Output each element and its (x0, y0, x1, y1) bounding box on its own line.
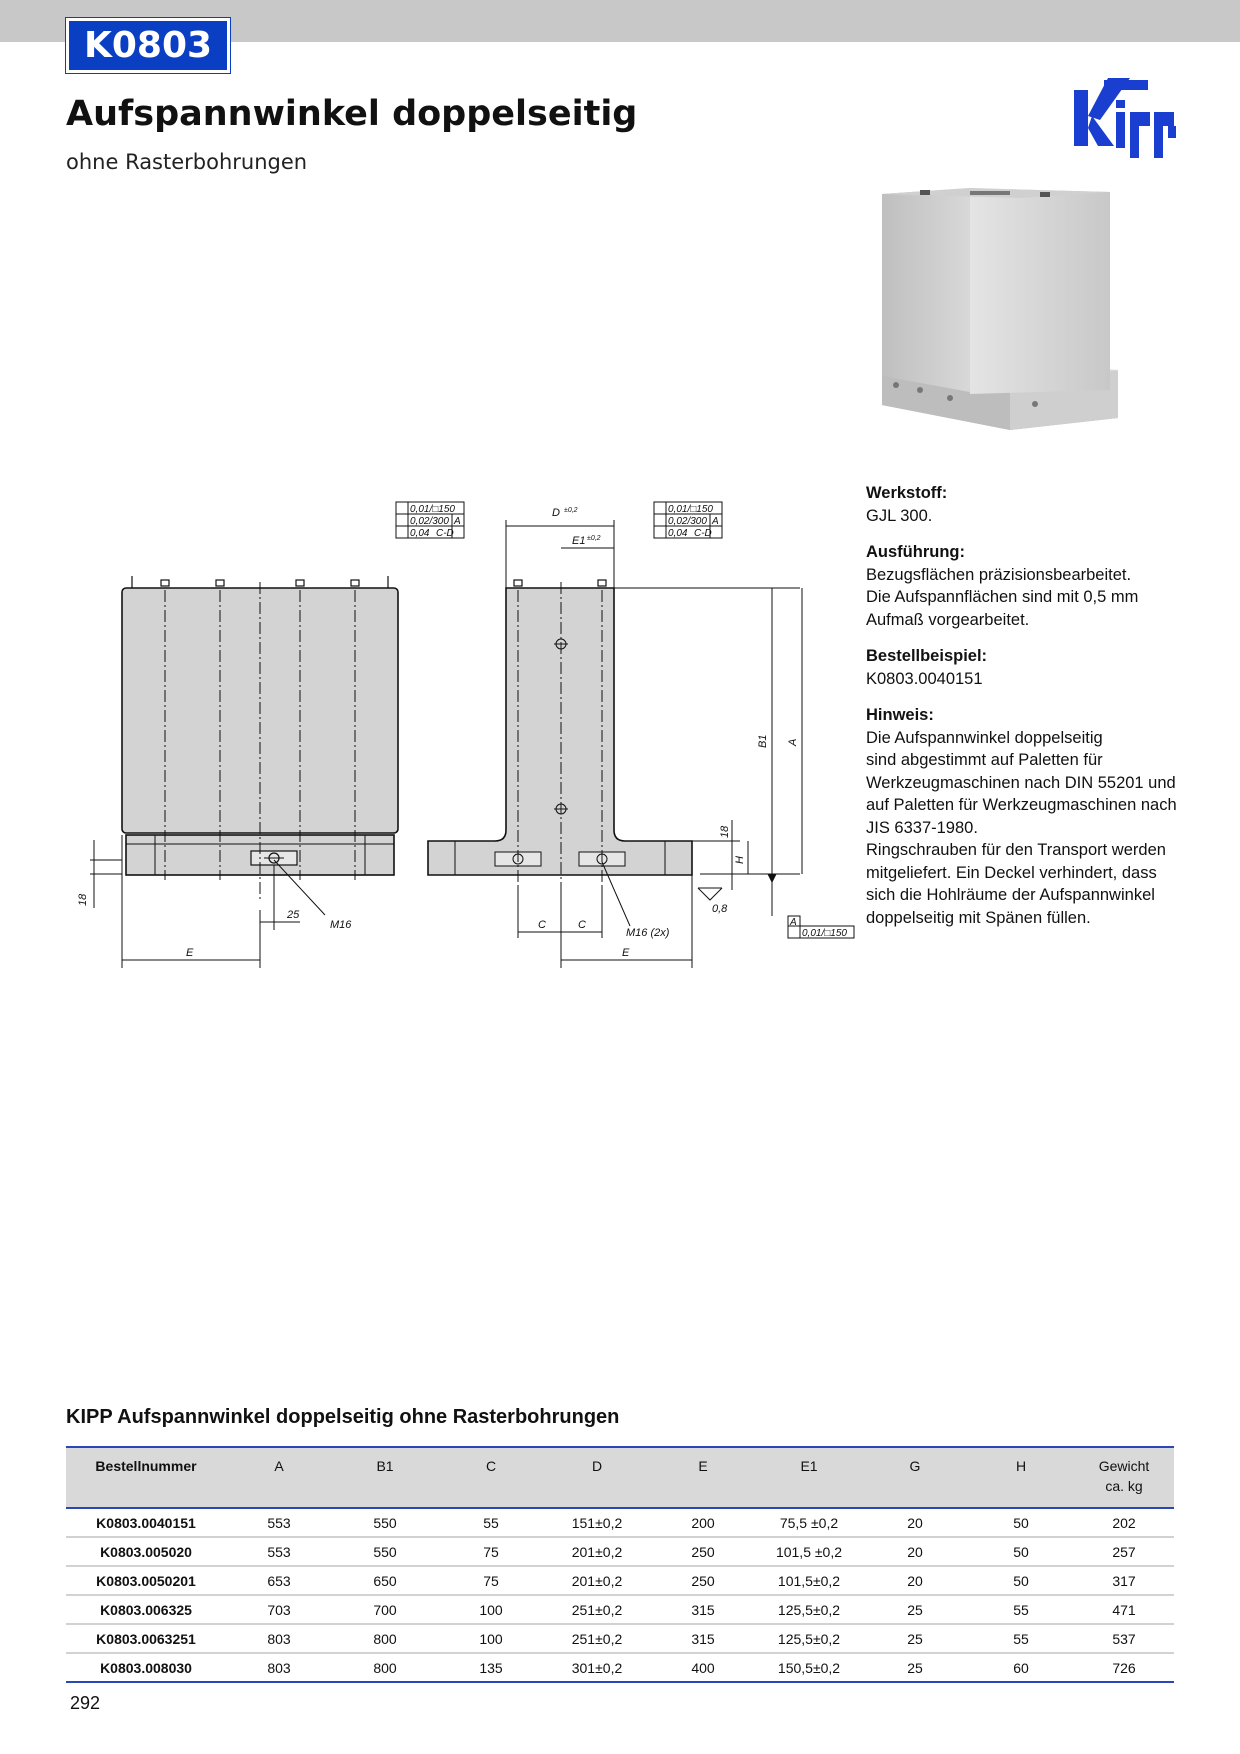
product-table (66, 1446, 1174, 1683)
technical-drawing (60, 490, 860, 980)
table-cell: 125,5±0,2 (777, 1601, 841, 1618)
table-cell: 135 (479, 1659, 503, 1676)
table-cell: 803 (267, 1630, 291, 1647)
col-header: G (909, 1458, 921, 1474)
table-title: KIPP Aufspannwinkel doppelseitig ohne Rasterbohrungen (66, 1406, 620, 1428)
order-number-cell: K0803.0063251 (96, 1630, 196, 1647)
dim-H: H (734, 856, 746, 864)
table-cell: 25 (907, 1630, 923, 1647)
col-header: B1 (376, 1458, 394, 1474)
col-header: E (698, 1458, 708, 1474)
table-cell: 800 (373, 1659, 397, 1676)
table-cell: 101,5±0,2 (777, 1572, 841, 1589)
svg-text:±0,2: ±0,2 (564, 507, 578, 514)
table-cell: 703 (267, 1601, 291, 1618)
table-header (66, 1446, 1174, 1509)
dim-B1: B1 (757, 734, 769, 748)
thread-label-left: M16 (330, 919, 352, 931)
table-cell: 50 (1013, 1543, 1029, 1560)
table-cell: 50 (1013, 1514, 1029, 1531)
table-cell: 201±0,2 (571, 1543, 623, 1560)
table-cell: 251±0,2 (571, 1630, 623, 1647)
svg-text:A: A (712, 516, 719, 527)
finish-heading: Ausführung: (866, 543, 965, 561)
table-cell: 726 (1112, 1659, 1136, 1676)
table-cell: 700 (373, 1601, 397, 1618)
table-row (66, 1538, 1174, 1567)
thread-label-right: M16 (2x) (626, 927, 670, 939)
order-number-cell: K0803.008030 (100, 1659, 192, 1676)
note-line: doppelseitig mit Spänen füllen. (866, 908, 1091, 927)
product-photo (860, 180, 1140, 450)
dim-E1: E1 (572, 535, 586, 547)
order-number-cell: K0803.005020 (100, 1543, 192, 1560)
table-cell: 100 (479, 1601, 503, 1618)
table-cell: 250 (691, 1572, 715, 1589)
material-heading: Werkstoff: (866, 484, 948, 502)
note-line: Die Aufspannwinkel doppelseitig (866, 728, 1103, 747)
col-header-weight (1074, 1448, 1174, 1507)
table-cell: 55 (1013, 1630, 1029, 1647)
table-cell: 650 (373, 1572, 397, 1589)
col-header: H (1015, 1458, 1027, 1474)
page-title: Aufspannwinkel doppelseitig (66, 94, 638, 134)
table-cell: 20 (907, 1514, 923, 1531)
table-cell: 200 (691, 1514, 715, 1531)
finish-line: Bezugsflächen präzisionsbearbeitet. (866, 565, 1132, 584)
table-cell: 60 (1013, 1659, 1029, 1676)
table-cell: 75 (483, 1543, 499, 1560)
svg-text:0,01/□150: 0,01/□150 (410, 504, 455, 515)
dim-25: 25 (287, 909, 300, 921)
table-cell: 55 (1013, 1601, 1029, 1618)
product-code-badge: K0803 (66, 18, 230, 73)
svg-text:0,01/□150: 0,01/□150 (668, 504, 713, 515)
table-cell: 75 (483, 1572, 499, 1589)
order-number-cell: K0803.0050201 (96, 1572, 196, 1589)
dim-C-2: C (578, 919, 586, 931)
svg-text:18: 18 (77, 893, 89, 906)
note-line: auf Paletten für Werkzeugmaschinen nach (866, 796, 1177, 814)
table-cell: 101,5 ±0,2 (775, 1543, 843, 1560)
dim-18-right: 18 (719, 825, 731, 838)
table-cell: 25 (907, 1659, 923, 1676)
table-cell: 537 (1112, 1630, 1136, 1647)
finish-line: Aufmaß vorgearbeitet. (866, 610, 1030, 629)
table-cell: 550 (373, 1514, 397, 1531)
table-cell: 653 (267, 1572, 291, 1589)
table-cell: 250 (691, 1543, 715, 1560)
col-header: D (591, 1458, 603, 1474)
note-line: Werkzeugmaschinen nach DIN 55201 und (866, 773, 1176, 792)
svg-text:0,04: 0,04 (668, 528, 688, 539)
dim-D: D (552, 507, 560, 519)
table-cell: 202 (1112, 1514, 1136, 1531)
side-view (428, 588, 692, 875)
weight-header-label: Gewicht (1098, 1458, 1150, 1474)
table-cell: 55 (483, 1514, 499, 1531)
weight-header-unit: ca. kg (1105, 1478, 1143, 1494)
table-cell: 315 (691, 1630, 715, 1647)
col-header: A (274, 1458, 284, 1474)
note-line: mitgeliefert. Ein Deckel verhindert, dass (866, 863, 1157, 882)
page-number: 292 (70, 1693, 101, 1713)
table-cell: 20 (907, 1572, 923, 1589)
table-cell: 201±0,2 (571, 1572, 623, 1589)
svg-text:±0,2: ±0,2 (587, 535, 601, 542)
table-cell: 75,5 ±0,2 (779, 1514, 839, 1531)
table-row (66, 1625, 1174, 1654)
table-cell: 550 (373, 1543, 397, 1560)
table-cell: 25 (907, 1601, 923, 1618)
note-line: sich die Hohlräume der Aufspannwinkel (866, 886, 1155, 904)
svg-text:0,02/300: 0,02/300 (668, 516, 707, 527)
info-panel (866, 482, 1206, 943)
table-body (66, 1509, 1174, 1683)
table-cell: 471 (1112, 1601, 1136, 1618)
dim-C-1: C (538, 919, 546, 931)
table-cell: 301±0,2 (571, 1659, 623, 1676)
table-cell: 20 (907, 1543, 923, 1560)
table-cell: 315 (691, 1601, 715, 1618)
table-cell: 251±0,2 (571, 1601, 623, 1618)
table-row (66, 1654, 1174, 1683)
order-number-cell: K0803.006325 (100, 1601, 192, 1618)
datum-A: A (790, 917, 797, 928)
page-subtitle: ohne Rasterbohrungen (66, 150, 308, 174)
note-line: JIS 6337-1980. (866, 818, 978, 837)
material-text: GJL 300. (866, 506, 933, 525)
col-header: C (485, 1458, 497, 1474)
dim-E-right: E (622, 947, 630, 959)
table-cell: 553 (267, 1514, 291, 1531)
dim-A: A (787, 738, 799, 746)
table-cell: 400 (691, 1659, 715, 1676)
order-number-cell: K0803.0040151 (96, 1514, 196, 1531)
table-cell: 317 (1112, 1572, 1136, 1589)
table-cell: 803 (267, 1659, 291, 1676)
svg-text:C-D: C-D (694, 528, 712, 539)
note-line: sind abgestimmt auf Paletten für (866, 751, 1103, 769)
dim-E-left: E (186, 947, 194, 959)
order-heading: Bestellbeispiel: (866, 647, 988, 665)
flatness-label: 0,01/□150 (802, 928, 847, 939)
svg-text:C-D: C-D (436, 528, 454, 539)
svg-text:0,02/300: 0,02/300 (410, 516, 449, 527)
table-cell: 257 (1112, 1543, 1136, 1560)
table-cell: 100 (479, 1630, 503, 1647)
table-row (66, 1509, 1174, 1538)
col-header: Bestellnummer (95, 1458, 197, 1474)
table-row (66, 1567, 1174, 1596)
note-heading: Hinweis: (866, 706, 934, 724)
roughness-label: 0,8 (712, 903, 728, 915)
kipp-logo (1070, 72, 1188, 162)
col-header: E1 (800, 1458, 818, 1474)
table-cell: 125,5±0,2 (777, 1630, 841, 1647)
table-cell: 553 (267, 1543, 291, 1560)
note-line: Ringschrauben für den Transport werden (866, 841, 1166, 859)
svg-text:A: A (454, 516, 461, 527)
order-text: K0803.0040151 (866, 669, 983, 688)
table-cell: 800 (373, 1630, 397, 1647)
table-cell: 50 (1013, 1572, 1029, 1589)
table-cell: 151±0,2 (571, 1514, 623, 1531)
finish-line: Die Aufspannflächen sind mit 0,5 mm (866, 588, 1139, 606)
svg-text:0,04: 0,04 (410, 528, 430, 539)
table-row (66, 1596, 1174, 1625)
table-cell: 150,5±0,2 (777, 1659, 841, 1676)
